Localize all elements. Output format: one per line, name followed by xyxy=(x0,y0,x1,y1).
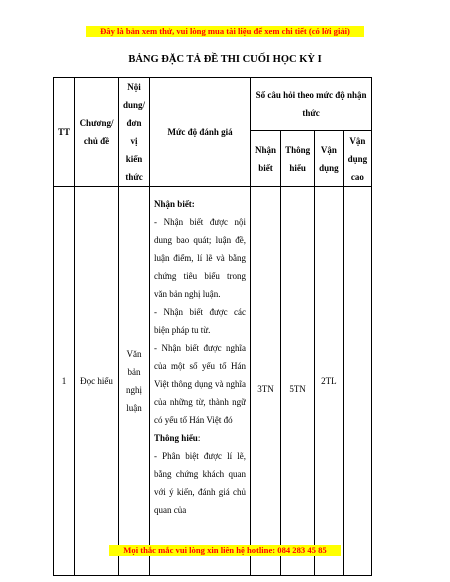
header-van-dung: Vận dụng xyxy=(315,131,344,187)
row-van-dung-cao xyxy=(343,187,372,576)
row-muc-do xyxy=(150,187,251,576)
header-muc-do: Mức độ đánh giá xyxy=(150,78,251,187)
table-header-row-1 xyxy=(54,78,372,131)
header-so-cau-hoi: Số câu hỏi theo mức độ nhận thức xyxy=(251,78,372,131)
nhan-biet-item: - Nhận biết được nghĩa của một số yếu tố Hán Việt thông dụng và nghĩa của những từ, thành ngữ có yếu tố Hán Việt đó xyxy=(154,343,247,425)
thong-hieu-heading-line xyxy=(154,429,246,447)
row-van-dung: 2TL xyxy=(315,187,344,576)
specification-table xyxy=(53,77,372,576)
header-van-dung-cao: Vận dụng cao xyxy=(343,131,372,187)
nhan-biet-item: - Nhận biết được các biện pháp tu từ. xyxy=(154,307,247,335)
row-nhan-biet: 3TN xyxy=(251,187,281,576)
table-row xyxy=(54,187,372,576)
row-noi-dung: Văn bản nghị luận xyxy=(119,187,150,576)
thong-hieu-item: - Phân biệt được lí lẽ, bằng chứng khách quan với ý kiến, đánh giá chủ quan của xyxy=(154,451,247,515)
header-tt: TT xyxy=(54,78,75,187)
document-title: BẢNG ĐẶC TẢ ĐỀ THI CUỐI HỌC KỲ I xyxy=(128,54,322,65)
header-chuong: Chương/ chủ đề xyxy=(75,78,119,187)
nhan-biet-heading: Nhận biết: xyxy=(154,199,195,209)
thong-hieu-colon: : xyxy=(197,433,201,443)
header-thong-hieu: Thông hiểu xyxy=(281,131,315,187)
header-nhan-biet: Nhận biết xyxy=(251,131,281,187)
row-chuong: Đọc hiểu xyxy=(75,187,119,576)
preview-notice-banner: Đây là bản xem thử, vui lòng mua tài liệu để xem chi tiết (có lời giải) xyxy=(86,26,364,37)
header-noi-dung: Nội dung/ đơn vị kiến thức xyxy=(119,78,150,187)
thong-hieu-heading: Thông hiểu xyxy=(154,433,198,443)
row-thong-hieu: 5TN xyxy=(281,187,315,576)
nhan-biet-item: - Nhận biết được nội dung bao quát; luận đề, luận điểm, lí lẽ và bằng chứng tiêu biểu trong văn bản nghị luận. xyxy=(154,217,247,299)
hotline-banner: Mọi thắc mắc vui lòng xin liên hệ hotline: 084 283 45 85 xyxy=(109,545,341,556)
row-tt: 1 xyxy=(54,187,75,576)
